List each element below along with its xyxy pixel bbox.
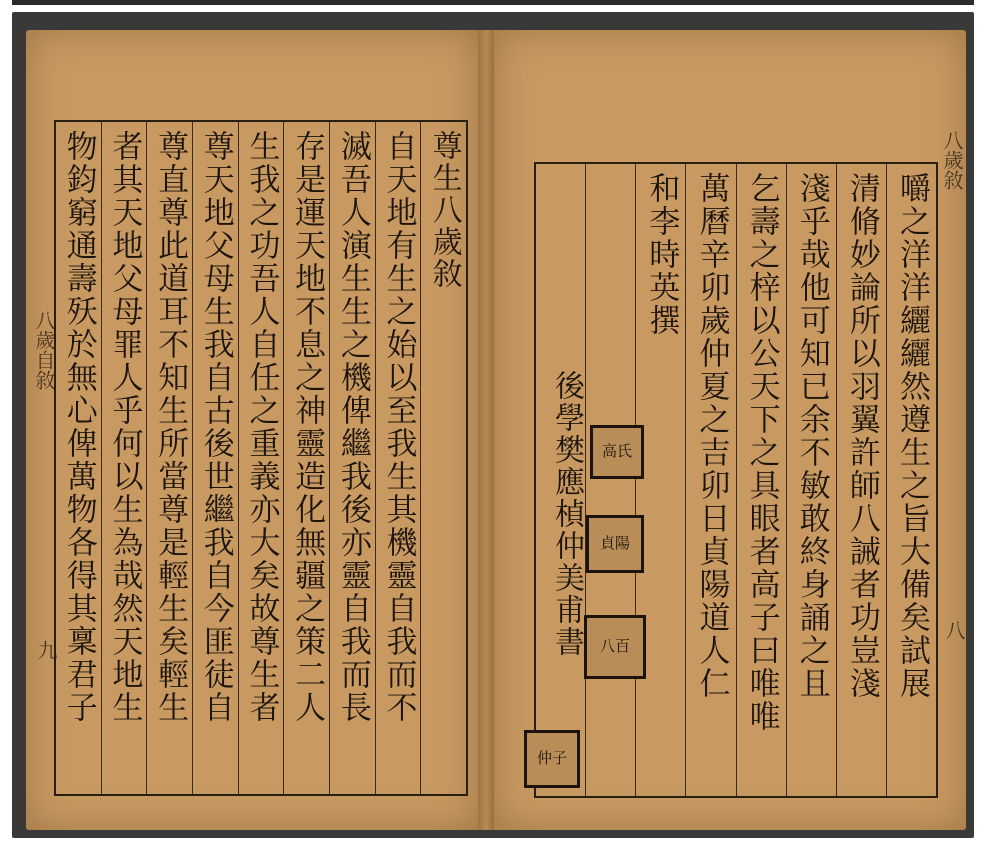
right-column <box>685 164 735 796</box>
text-column: 者其天地父母罪人乎何以生為哉然天地生 <box>106 130 143 724</box>
right-column <box>836 164 886 796</box>
left-margin-label: 八歲自敘 <box>32 310 56 390</box>
seal-stamp: 仲子 <box>524 730 580 788</box>
right-margin-page-number: 八 <box>942 620 966 640</box>
left-column <box>101 122 147 794</box>
right-page <box>494 30 966 830</box>
right-columns <box>536 164 936 796</box>
seal-stamp: 八百 <box>584 615 646 679</box>
text-column: 自天地有生之始以至我生其機靈自我而不 <box>380 130 417 724</box>
left-page <box>26 30 478 830</box>
left-column <box>283 122 329 794</box>
text-column: 生我之功吾人自任之重義亦大矣故尊生者 <box>243 130 280 724</box>
right-column <box>786 164 836 796</box>
left-column <box>146 122 192 794</box>
text-column: 嚼之洋洋纚纚然遵生之旨大備矣試展 <box>893 172 930 700</box>
seal-stamp: 貞陽 <box>586 515 644 573</box>
seal-stamp: 高氏 <box>590 425 644 479</box>
left-column <box>238 122 284 794</box>
right-text-frame <box>534 162 938 798</box>
text-column: 和李時英撰 <box>643 172 680 337</box>
left-columns <box>56 122 466 794</box>
text-column: 清脩妙論所以羽翼許師八誡者功豈淺 <box>843 172 880 700</box>
calligrapher-signature: 後學樊應楨仲美甫書 <box>549 370 584 658</box>
text-column: 乞壽之梓以公天下之具眼者高子曰唯唯 <box>743 172 780 733</box>
text-column: 滅吾人演生生之機俾繼我後亦靈自我而長 <box>334 130 371 724</box>
right-column <box>585 164 635 796</box>
text-column: 淺乎哉他可知已余不敏敢終身誦之且 <box>793 172 830 700</box>
text-column: 物鈞窮通壽殀於無心俾萬物各得其稟君子 <box>60 130 97 724</box>
text-column: 存是運天地不息之神靈造化無疆之策二人 <box>289 130 326 724</box>
left-column <box>420 122 466 794</box>
window-top-bar <box>12 0 974 5</box>
left-column <box>329 122 375 794</box>
left-column <box>56 122 101 794</box>
book-gutter <box>478 30 494 830</box>
left-text-frame <box>54 120 468 796</box>
left-margin-page-number: 九 <box>34 640 58 660</box>
right-column <box>736 164 786 796</box>
text-column: 萬曆辛卯歲仲夏之吉卯日貞陽道人仁 <box>693 172 730 700</box>
text-column: 尊直尊此道耳不知生所當尊是輕生矣輕生 <box>152 130 189 724</box>
book-spread <box>12 12 974 838</box>
left-column <box>375 122 421 794</box>
right-margin-label: 八歲敘 <box>940 130 964 190</box>
left-column <box>192 122 238 794</box>
right-column <box>886 164 936 796</box>
right-column <box>635 164 685 796</box>
text-column: 尊天地父母生我自古後世繼我自今匪徒自 <box>197 130 234 724</box>
page-title: 尊生八歲敘 <box>426 130 462 290</box>
